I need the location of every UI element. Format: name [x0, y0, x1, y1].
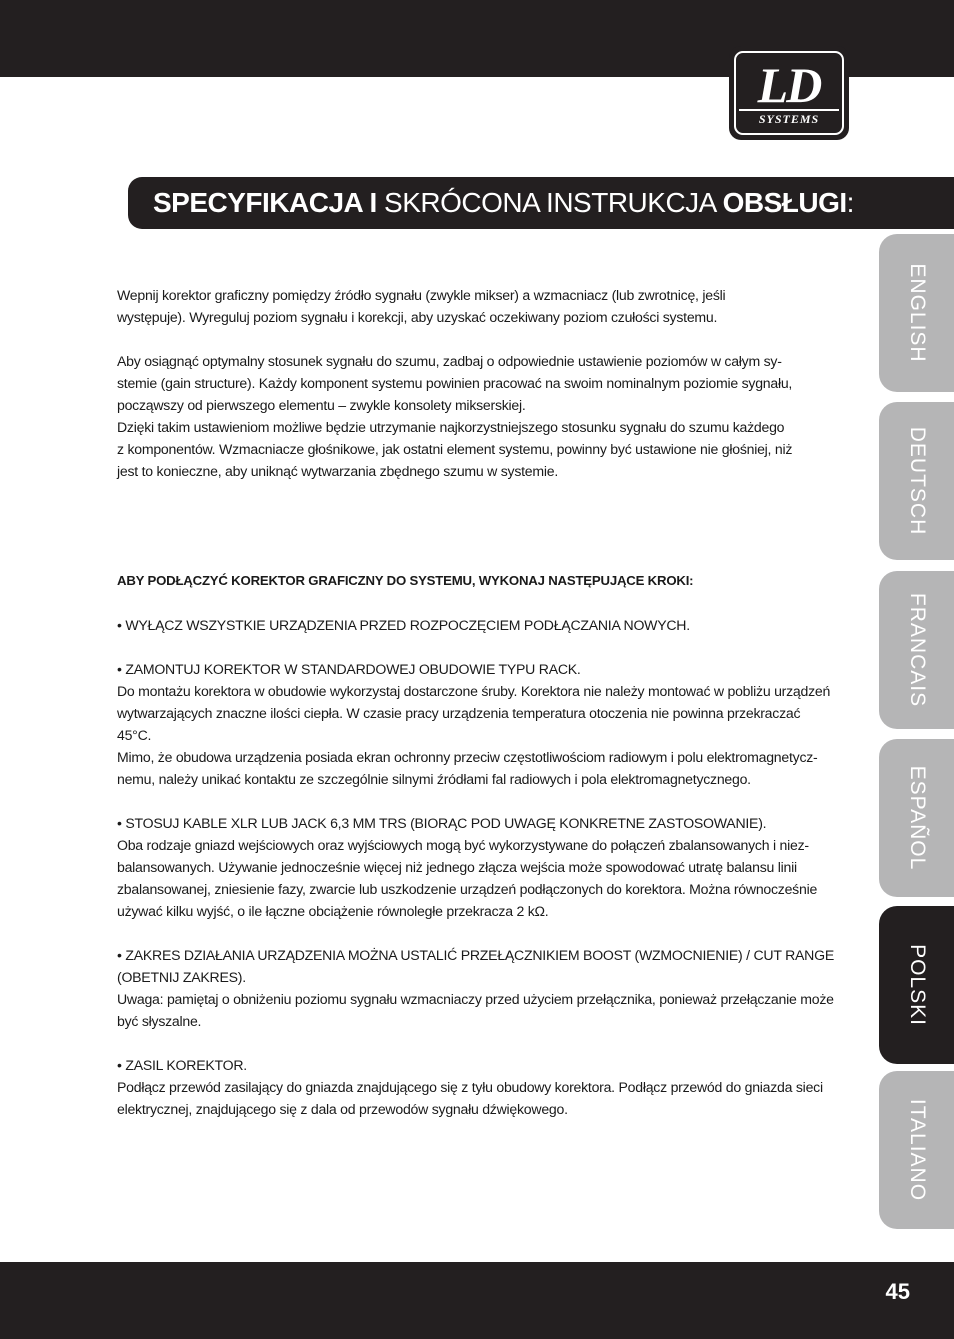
text-line: być słyszalne.: [117, 1013, 202, 1029]
text-line: balansowanych. Używanie jednocześnie więcej niż jednego złącza wejścia może spowodować utratę balansu linii: [117, 859, 797, 875]
text-line: elektrycznej, znajdującego się z dala od przewodów sygnału dźwiękowego.: [117, 1101, 568, 1117]
text-line: nemu, należy unikać kontaktu ze szczególnie silnymi źródłami fal radiowych i pola elektromagnetycznego.: [117, 771, 751, 787]
text-line: • ZAMONTUJ KOREKTOR W STANDARDOWEJ OBUDOWIE TYPU RACK.: [117, 661, 581, 677]
logo-ld-text: LD: [757, 57, 821, 113]
tab-italiano[interactable]: [879, 1071, 954, 1229]
text-line: • ZASIL KOREKTOR.: [117, 1057, 247, 1073]
tab-deutsch[interactable]: [879, 402, 954, 560]
text-line: • ZAKRES DZIAŁANIA URZĄDZENIA MOŻNA USTALIĆ PRZEŁĄCZNIKIEM BOOST (WZMOCNIENIE) / CUT RANGE: [117, 947, 834, 963]
title-part-bold-2: OBSŁUGI: [722, 187, 847, 218]
text-line: Mimo, że obudowa urządzenia posiada ekran ochronny przeciw częstotliwościom radiowym i polu elektromagnetycz-: [117, 749, 818, 765]
step-cables: [117, 812, 849, 922]
bottom-bar: [0, 1262, 954, 1339]
tab-polski-label: POLSKI: [905, 944, 929, 1026]
page-number: 45: [885, 1279, 910, 1304]
title-part-regular: SKRÓCONA INSTRUKCJA: [376, 187, 723, 218]
text-line: Podłącz przewód zasilający do gniazda znajdującego się z tyłu obudowy korektora. Podłącz przewód do gniazda sieci: [117, 1079, 823, 1095]
tab-deutsch-label: DEUTSCH: [905, 426, 929, 536]
step-power-supply: [117, 1054, 849, 1120]
text-line: • WYŁĄCZ WSZYSTKIE URZĄDZENIA PRZED ROZPOCZĘCIEM PODŁĄCZANIA NOWYCH.: [117, 617, 690, 633]
text-line: zbalansowanej, zniesienie fazy, zwarcie lub uszkodzenie urządzeń podłączonych do korektora. Można równocześnie: [117, 881, 818, 897]
text-line: używać kilku wyjść, o ile łączne obciążenie równoległe przekracza 2 kΩ.: [117, 903, 549, 919]
text-line: z komponentów. Wzmacniacze głośnikowe, jak ostatni element systemu, powinny być ustawione nie głośniej, niż: [117, 441, 793, 457]
text-line: Dzięki takim ustawieniom możliwe będzie utrzymanie najkorzystniejszego stosunku sygnału do szumu każdego: [117, 419, 785, 435]
gain-structure-paragraph: [117, 350, 849, 482]
text-line: Aby osiągnąć optymalny stosunek sygnału do szumu, zadbaj o odpowiednie ustawienie poziomów w całym sy-: [117, 353, 782, 369]
tab-francais[interactable]: [879, 571, 954, 729]
text-line: Oba rodzaje gniazd wejściowych oraz wyjściowych mogą być wykorzystywane do połączeń zbalansowanych i niez-: [117, 837, 809, 853]
tab-espanol-label: ESPAÑOL: [905, 765, 929, 871]
ld-systems-logo: [729, 46, 849, 140]
text-line: (OBETNIJ ZAKRES).: [117, 969, 246, 985]
tab-polski[interactable]: [879, 906, 954, 1064]
title-bar: [128, 177, 954, 229]
logo-systems-text: SYSTEMS: [739, 109, 839, 127]
page-title: [153, 186, 854, 220]
title-part-bold-1: SPECYFIKACJA I: [153, 187, 377, 218]
step-rack-mount: [117, 658, 849, 790]
intro-paragraph: [117, 284, 849, 328]
tab-francais-label: FRANCAIS: [905, 592, 929, 708]
text-line: występuje). Wyreguluj poziom sygnału i korekcji, aby uzyskać oczekiwany poziom czułości systemu.: [117, 309, 718, 325]
steps-heading: ABY PODŁĄCZYĆ KOREKTOR GRAFICZNY DO SYSTEMU, WYKONAJ NASTĘPUJĄCE KROKI:: [117, 573, 694, 588]
tab-english[interactable]: [879, 234, 954, 392]
step-power-off: [117, 614, 849, 636]
text-line: stemie (gain structure). Każdy komponent systemu powinien pracować na swoim nominalnym poziomie sygnału,: [117, 375, 793, 391]
title-colon: :: [846, 187, 854, 218]
text-line: 45°C.: [117, 727, 152, 743]
step-range-switch: [117, 944, 849, 1032]
text-line: Do montażu korektora w obudowie wykorzystaj dostarczone śruby. Korektora nie należy montować w pobliżu urządzeń: [117, 683, 831, 699]
text-line: Uwaga: pamiętaj o obniżeniu poziomu sygnału wzmacniaczy przed użyciem przełącznika, ponieważ przełączanie może: [117, 991, 834, 1007]
text-line: Wepnij korektor graficzny pomiędzy źródło sygnału (zwykle mikser) a wzmacniacz (lub zwrotnicę, jeśli: [117, 287, 726, 303]
tab-italiano-label: ITALIANO: [905, 1098, 929, 1202]
text-line: wytwarzających znaczne ilości ciepła. W czasie pracy urządzenia temperatura otoczenia nie powinna przekraczać: [117, 705, 801, 721]
logo-frame: [734, 51, 844, 135]
tab-english-label: ENGLISH: [905, 263, 929, 363]
tab-espanol[interactable]: [879, 739, 954, 897]
body-text: [117, 284, 849, 1120]
text-line: począwszy od pierwszego elementu – zwykle konsolety mikserskiej.: [117, 397, 526, 413]
text-line: • STOSUJ KABLE XLR LUB JACK 6,3 MM TRS (BIORĄC POD UWAGĘ KONKRETNE ZASTOSOWANIE).: [117, 815, 767, 831]
text-line: jest to konieczne, aby uniknąć wytwarzania zbędnego szumu w systemie.: [117, 463, 559, 479]
